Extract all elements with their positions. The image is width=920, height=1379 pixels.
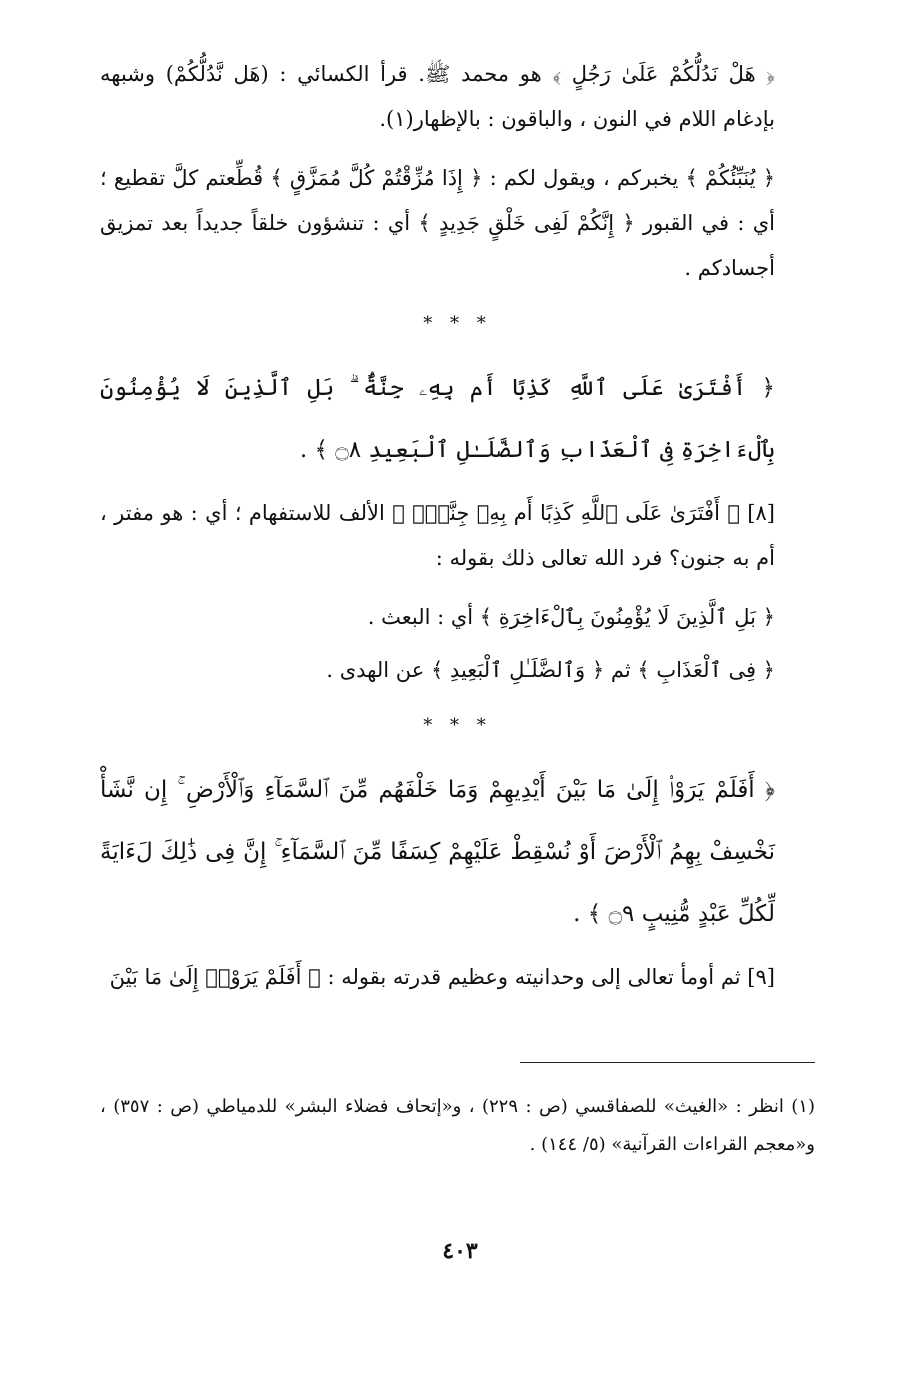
verse-8: ﴿ أَفْتَرَىٰ عَلَى ٱللَّهِ كَذِبًا أَم بِهِۦ جِنَّةٌۢ ۗ بَلِ ٱلَّذِينَ لَا يُؤْمِنُونَ بِٱلْءَاخِرَةِ فِى ٱلْعَذَابِ وَٱلضَّلَـٰلِ ٱلْبَعِيدِ ۝٨ ﴾ . [100, 375, 775, 463]
page-number: ٤٠٣ [442, 1238, 478, 1264]
tafsir-8-line-2: ﴿ فِى ٱلْعَذَابِ ﴾ ثم ﴿ وَٱلضَّلَـٰلِ ٱلْبَعِيدِ ﴾ عن الهدى . [326, 658, 775, 682]
page-body [100, 52, 815, 1014]
verse-9: ﴿ أَفَلَمْ يَرَوْا۟ إِلَىٰ مَا بَيْنَ أَيْدِيهِمْ وَمَا خَلْفَهُم مِّنَ ٱلسَّمَآءِ وَٱلْأَرْضِ ۚ إِن نَّشَأْ نَخْسِفْ بِهِمُ ٱلْأَرْضَ أَوْ نُسْقِطْ عَلَيْهِمْ كِسَفًا مِّنَ ٱلسَّمَآءِ ۚ إِنَّ فِى ذَٰلِكَ لَءَايَةً لِّكُلِّ عَبْدٍ مُّنِيبٍ ۝٩ ﴾ . [100, 777, 775, 927]
footnote-divider [520, 1062, 815, 1063]
separator-1: * * * [423, 313, 492, 334]
paragraph-2: ﴿ يُنَبِّئُكُمْ ﴾ يخبركم ، ويقول لكم : ﴿ إِذَا مُزِّقْتُمْ كُلَّ مُمَزَّقٍ ﴾ قُطِّعتم كلَّ تقطيع ؛ أي : في القبور ﴿ إِنَّكُمْ لَفِى خَلْقٍ جَدِيدٍ ﴾ أي : تنشؤون خلقاً جديداً بعد تمزيق أجسادكم . [100, 166, 775, 280]
footnote-1: (١) انظر : «الغيث» للصفاقسي (ص : ٢٢٩) ، و«إتحاف فضلاء البشر» للدمياطي (ص : ٣٥٧) ، و«معجم القراءات القرآنية» (٥/ ١٤٤) . [100, 1096, 815, 1155]
separator-2: * * * [423, 715, 492, 736]
tafsir-8-line-1: ﴿ بَلِ ٱلَّذِينَ لَا يُؤْمِنُونَ بِٱلْءَاخِرَةِ ﴾ أي : البعث . [367, 605, 775, 629]
tafsir-8: [٨] ﴿ أَفْتَرَىٰ عَلَى ٱللَّهِ كَذِبًا أَم بِهِۦ جِنَّةٌۢ ﴾ الألف للاستفهام ؛ أي : هو مفتر ، أم به جنون؟ فرد الله تعالى ذلك بقوله : [100, 501, 775, 570]
paragraph-1: ﴿ هَلْ نَدُلُّكُمْ عَلَىٰ رَجُلٍ ﴾ هو محمد ﷺ. قرأ الكسائي : (هَل نَّدُلُّكُمْ) وشبهه بإدغام اللام في النون ، والباقون : بالإظهار(١). [100, 62, 775, 131]
tafsir-9: [٩] ثم أومأ تعالى إلى وحدانيته وعظيم قدرته بقوله : ﴿ أَفَلَمْ يَرَوْا۟ إِلَىٰ مَا بَيْنَ [109, 965, 775, 989]
